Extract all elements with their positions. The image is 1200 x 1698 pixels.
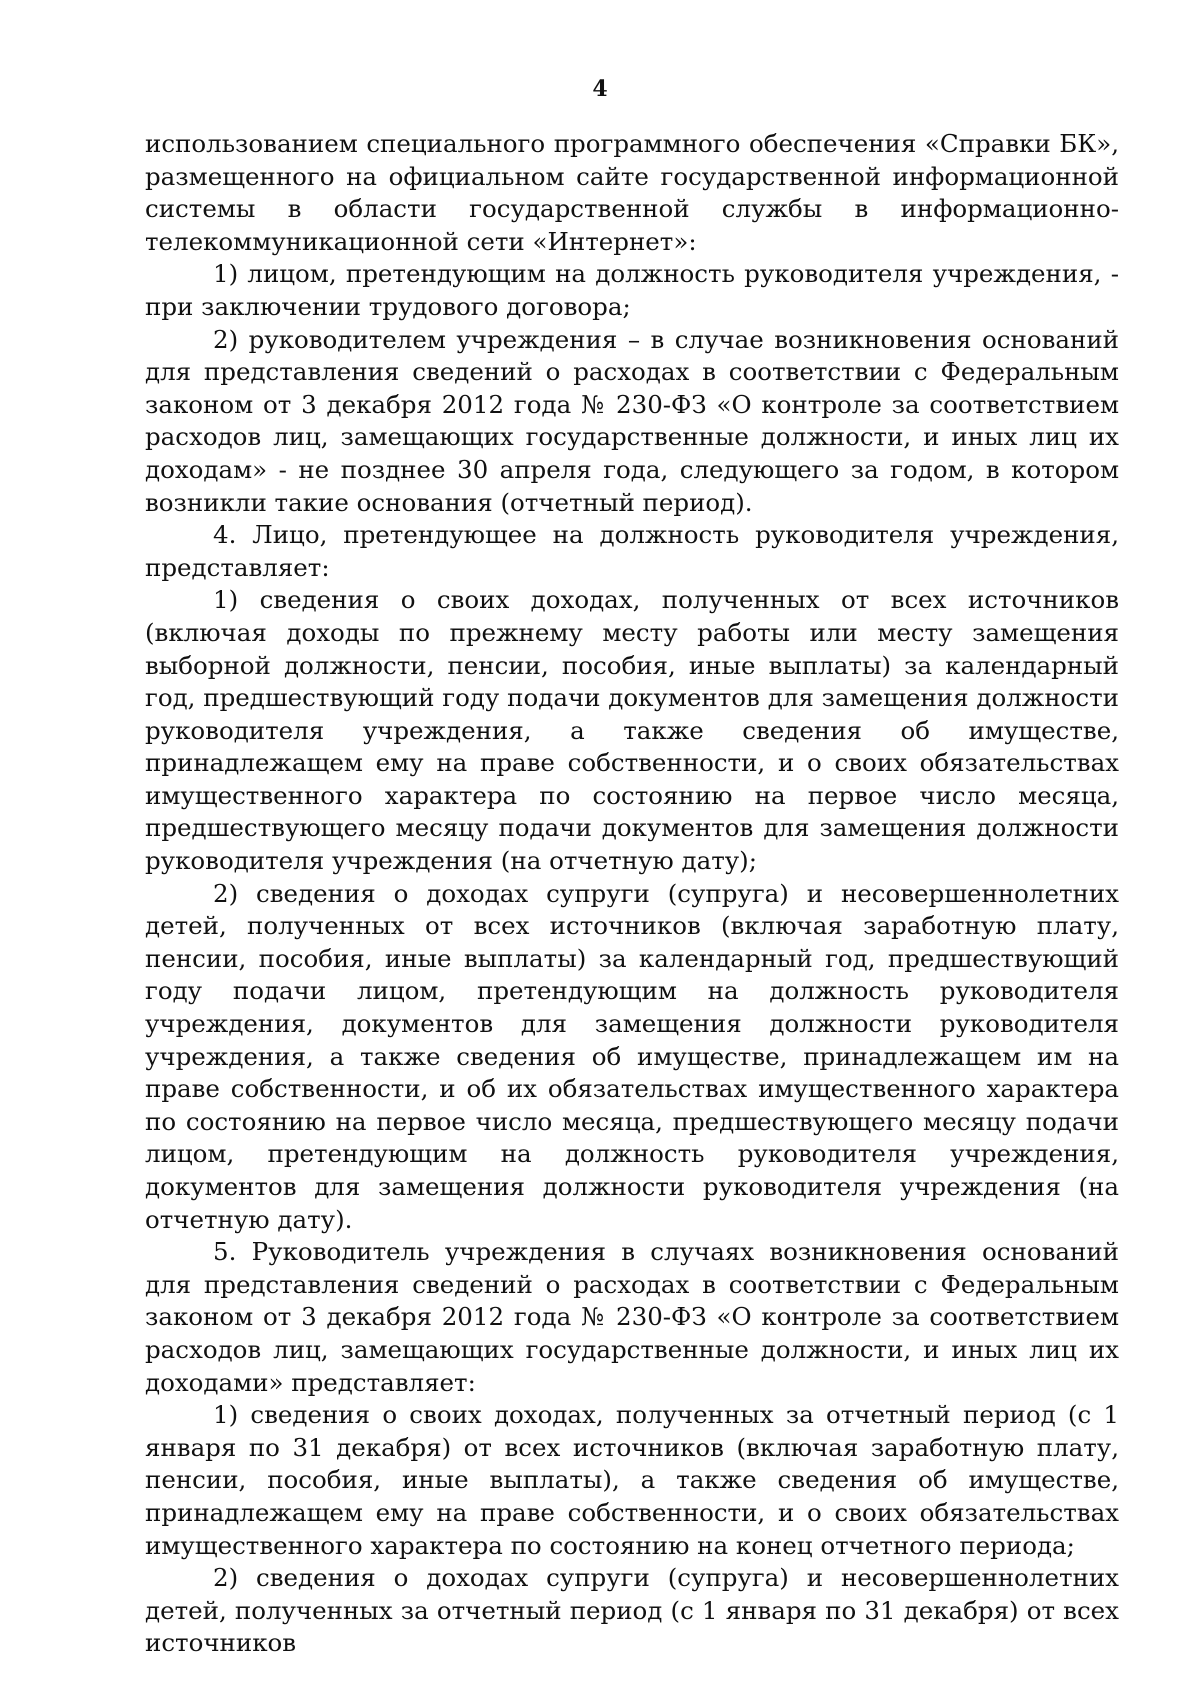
paragraph: 2) руководителем учреждения – в случае возникновения оснований для представления сведений о расходах в соответствии с Федеральным законом от 3 декабря 2012 года № 230-ФЗ «О контроле за соответствием расходов лиц, замещающих государственные должности, и иных лиц их доходам» - не позднее 30 апреля года, следующего за годом, в котором возникли такие основания (отчетный период).: [145, 324, 1119, 517]
paragraph: 1) сведения о своих доходах, полученных за отчетный период (с 1 января по 31 декабря) от всех источников (включая заработную плату, пенсии, пособия, иные выплаты), а также сведения об имуществе, принадлежащем ему на праве собственности, и о своих обязательствах имущественного характера по состоянию на конец отчетного периода;: [145, 1400, 1119, 1560]
paragraph: 1) сведения о своих доходах, полученных от всех источников (включая доходы по прежнему месту работы или месту замещения выборной должности, пенсии, пособия, иные выплаты) за календарный год, предшествующий году подачи документов для замещения должности руководителя учреждения, а также сведения об имуществе, принадлежащем ему на праве собственности, и о своих обязательствах имущественного характера по состоянию на первое число месяца, предшествующего месяцу подачи документов для замещения должности руководителя учреждения (на отчетную дату);: [145, 585, 1119, 876]
paragraph: 4. Лицо, претендующее на должность руководителя учреждения, представляет:: [145, 520, 1119, 582]
paragraph: 1) лицом, претендующим на должность руководителя учреждения, - при заключении трудового договора;: [145, 259, 1119, 321]
page-number: 4: [592, 76, 608, 102]
paragraph: 5. Руководитель учреждения в случаях возникновения оснований для представления сведений о расходах в соответствии с Федеральным законом от 3 декабря 2012 года № 230-ФЗ «О контроле за соответствием расходов лиц, замещающих государственные должности, и иных лиц их доходами» представляет:: [145, 1237, 1119, 1397]
document-body: [145, 128, 1119, 1660]
paragraph: 2) сведения о доходах супруги (супруга) и несовершеннолетних детей, полученных от всех источников (включая заработную плату, пенсии, пособия, иные выплаты) за календарный год, предшествующий году подачи лицом, претендующим на должность руководителя учреждения, документов для замещения должности руководителя учреждения, а также сведения об имуществе, принадлежащем им на праве собственности, и об их обязательствах имущественного характера по состоянию на первое число месяца, предшествующего месяцу подачи лицом, претендующим на должность руководителя учреждения, документов для замещения должности руководителя учреждения (на отчетную дату).: [145, 878, 1119, 1234]
paragraph: 2) сведения о доходах супруги (супруга) и несовершеннолетних детей, полученных за отчетный период (с 1 января по 31 декабря) от всех источников: [145, 1563, 1119, 1658]
paragraph: использованием специального программного обеспечения «Справки БК», размещенного на официальном сайте государственной информационной системы в области государственной службы в информационно-телекоммуникационной сети «Интернет»:: [145, 129, 1119, 256]
